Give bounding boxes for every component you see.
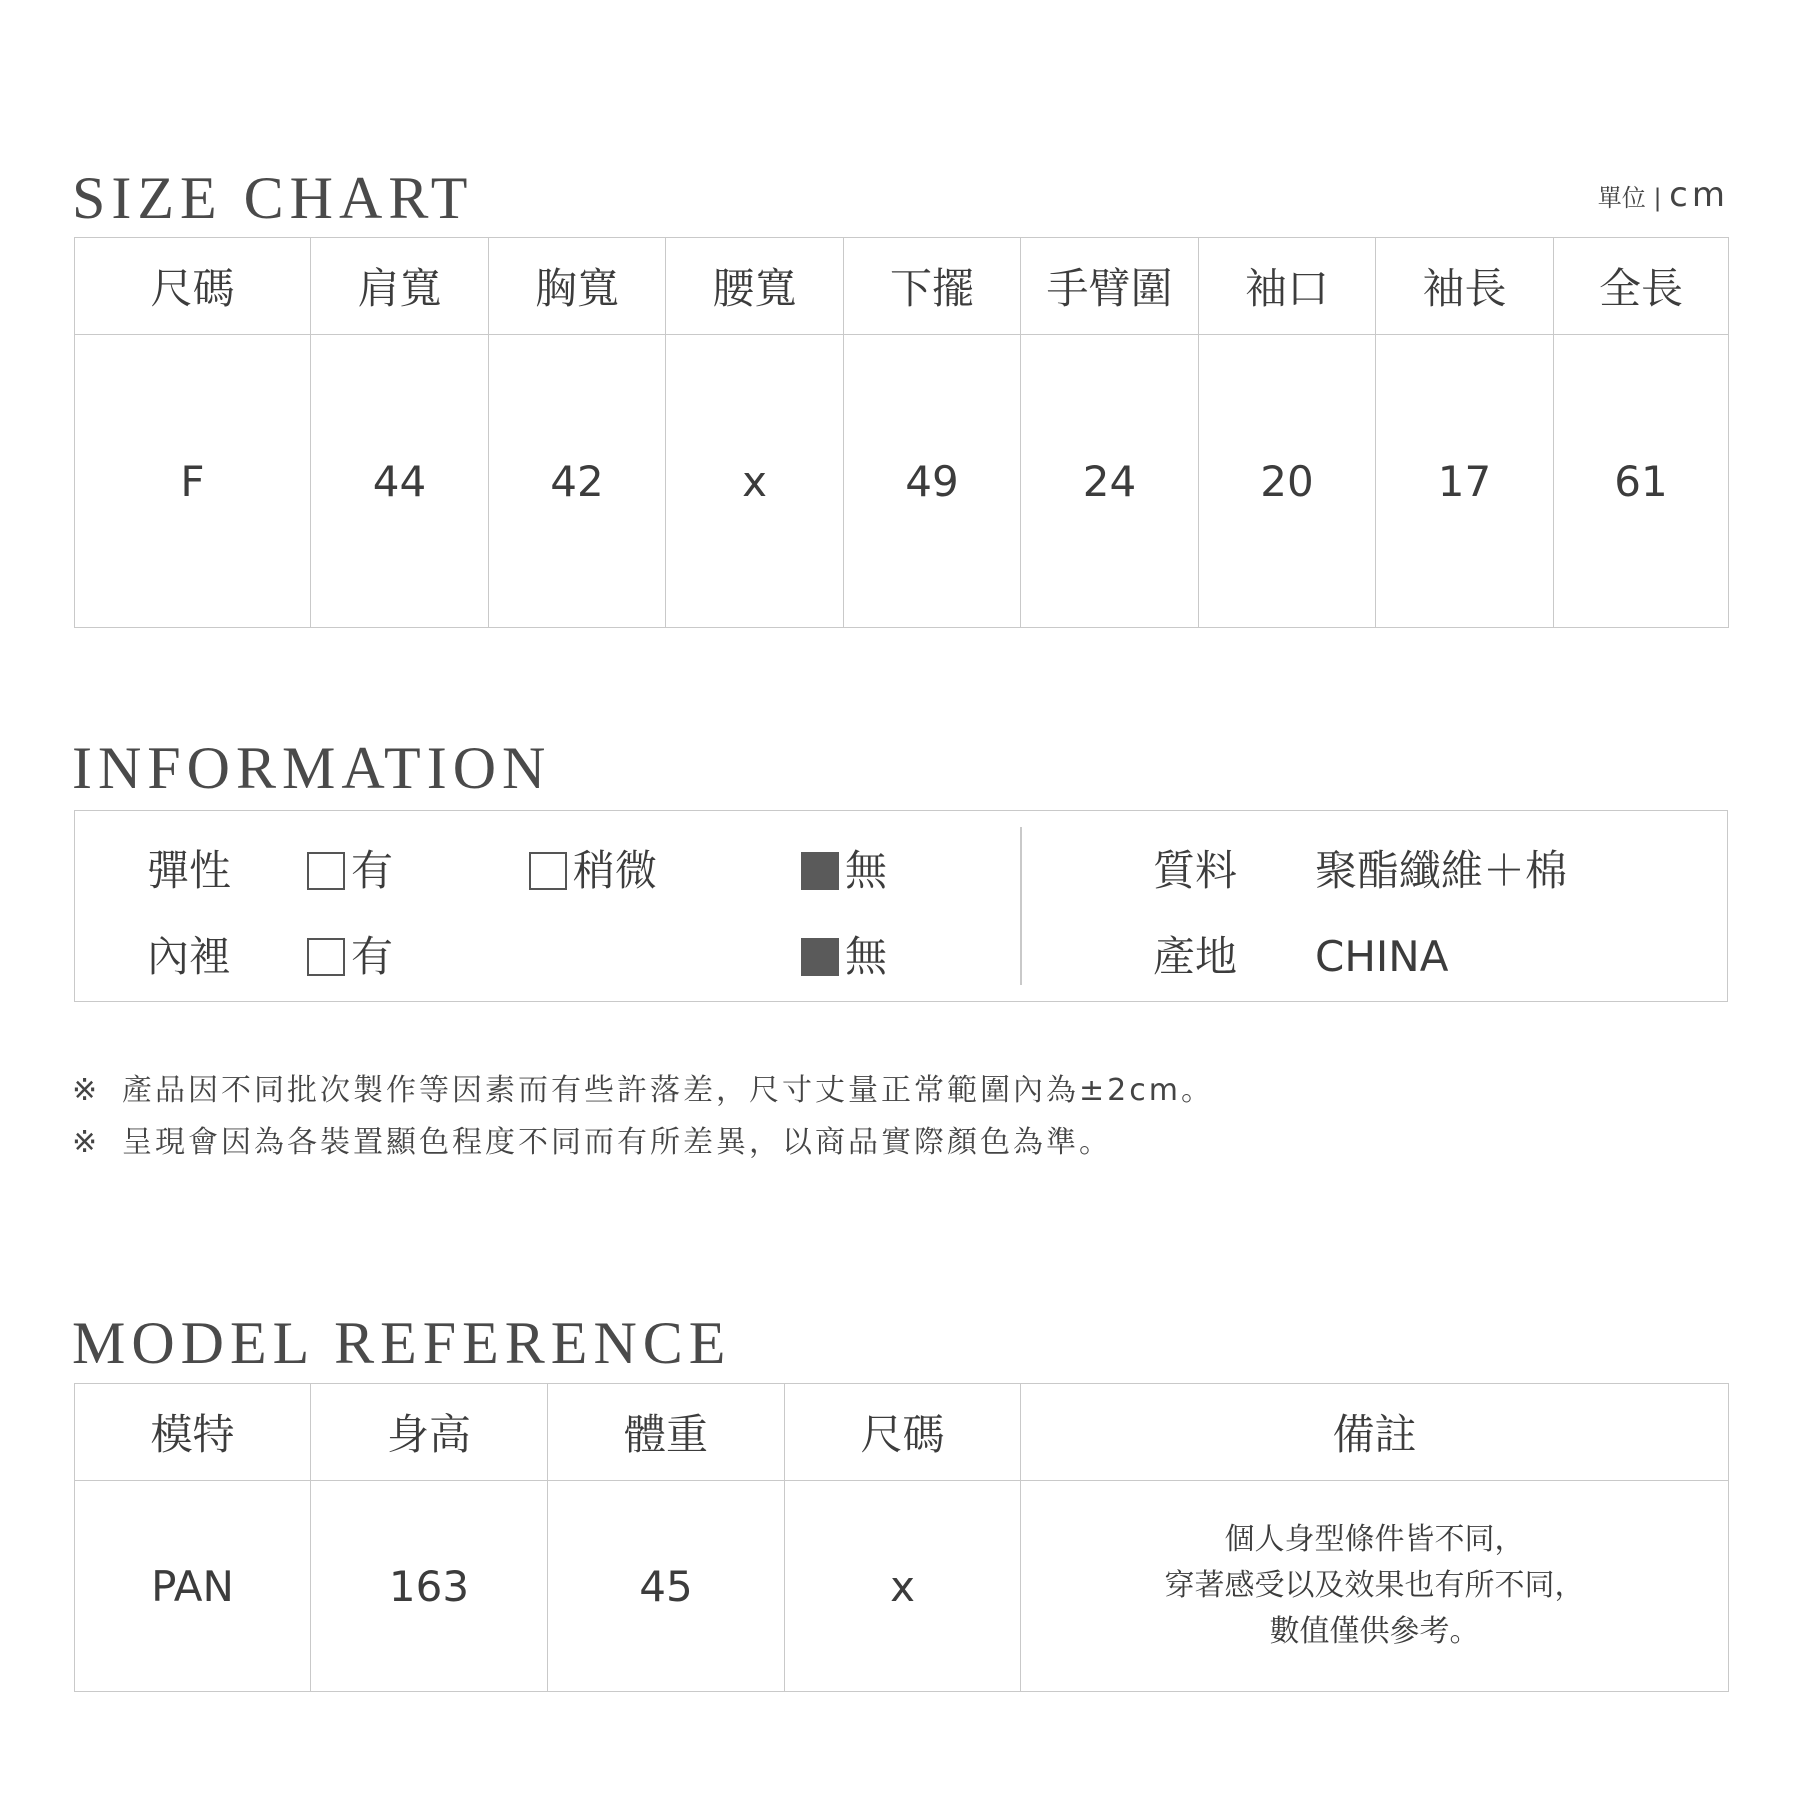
model-header-model: 模特 bbox=[75, 1384, 311, 1481]
size-cell-cuff: 20 bbox=[1199, 335, 1376, 628]
model-reference-title: MODEL REFERENCE bbox=[72, 1310, 732, 1376]
size-cell-length: 61 bbox=[1554, 335, 1729, 628]
size-cell-arm: 24 bbox=[1021, 335, 1199, 628]
size-cell-chest: 42 bbox=[489, 335, 666, 628]
size-header-hem: 下擺 bbox=[844, 238, 1021, 335]
lining-row bbox=[75, 929, 1727, 989]
elasticity-option-yes-label: 有 bbox=[351, 846, 394, 895]
model-cell-weight: 45 bbox=[548, 1481, 785, 1692]
lining-option-yes bbox=[307, 929, 393, 985]
unit-separator: | bbox=[1653, 184, 1662, 212]
model-header-weight: 體重 bbox=[548, 1384, 785, 1481]
model-cell-height: 163 bbox=[311, 1481, 548, 1692]
size-header-shoulder: 肩寬 bbox=[311, 238, 489, 335]
model-note-line-1: 個人身型條件皆不同， bbox=[1224, 1522, 1525, 1557]
unchecked-box-icon bbox=[307, 938, 345, 976]
elasticity-label: 彈性 bbox=[147, 846, 232, 895]
information-box bbox=[74, 810, 1728, 1002]
note-line-1 bbox=[72, 1065, 1214, 1117]
checked-box-icon bbox=[801, 852, 839, 890]
info-divider bbox=[1020, 827, 1022, 985]
elasticity-row bbox=[75, 843, 1727, 903]
elasticity-option-no-label: 無 bbox=[845, 846, 888, 895]
reference-mark-icon: ※ bbox=[72, 1125, 101, 1160]
size-cell-waist: x bbox=[666, 335, 844, 628]
elasticity-option-no bbox=[801, 843, 887, 899]
model-header-height: 身高 bbox=[311, 1384, 548, 1481]
size-cell-shoulder: 44 bbox=[311, 335, 489, 628]
model-cell-note bbox=[1021, 1481, 1729, 1692]
note-text-2: 呈現會因為各裝置顯色程度不同而有所差異，以商品實際顏色為準。 bbox=[122, 1125, 1112, 1160]
unit-text: 單位 bbox=[1597, 184, 1646, 212]
checked-box-icon bbox=[801, 938, 839, 976]
notes bbox=[72, 1065, 1214, 1169]
table-row bbox=[75, 1481, 1729, 1692]
origin-label: 產地 bbox=[1153, 932, 1238, 981]
material-value: 聚酯纖維＋棉 bbox=[1315, 846, 1568, 895]
size-cell-size: F bbox=[75, 335, 311, 628]
size-chart-table bbox=[74, 237, 1729, 628]
size-cell-sleeve: 17 bbox=[1376, 335, 1554, 628]
elasticity-option-slight bbox=[529, 843, 657, 899]
size-header-chest: 胸寬 bbox=[489, 238, 666, 335]
unit-label bbox=[1597, 175, 1729, 215]
size-header-size: 尺碼 bbox=[75, 238, 311, 335]
elasticity-option-slight-label: 稍微 bbox=[573, 846, 658, 895]
size-header-sleeve: 袖長 bbox=[1376, 238, 1554, 335]
model-cell-name: PAN bbox=[75, 1481, 311, 1692]
model-cell-size: x bbox=[785, 1481, 1021, 1692]
size-header-waist: 腰寬 bbox=[666, 238, 844, 335]
size-chart-title: SIZE CHART bbox=[72, 165, 474, 231]
material-label: 質料 bbox=[1153, 846, 1238, 895]
model-header-row bbox=[75, 1384, 1729, 1481]
lining-label: 內裡 bbox=[147, 932, 232, 981]
note-text-1: 產品因不同批次製作等因素而有些許落差，尺寸丈量正常範圍內為±2cm。 bbox=[122, 1073, 1214, 1108]
size-header-cuff: 袖口 bbox=[1199, 238, 1376, 335]
information-title: INFORMATION bbox=[72, 735, 552, 801]
model-reference-table bbox=[74, 1383, 1729, 1692]
unit-value: cm bbox=[1669, 175, 1729, 215]
size-header-row bbox=[75, 238, 1729, 335]
lining-option-no-label: 無 bbox=[845, 932, 888, 981]
size-header-length: 全長 bbox=[1554, 238, 1729, 335]
origin-value: CHINA bbox=[1315, 932, 1449, 981]
lining-option-yes-label: 有 bbox=[351, 932, 394, 981]
size-header-arm: 手臂圍 bbox=[1021, 238, 1199, 335]
model-note-line-2: 穿著感受以及效果也有所不同， bbox=[1164, 1568, 1585, 1603]
unchecked-box-icon bbox=[529, 852, 567, 890]
size-cell-hem: 49 bbox=[844, 335, 1021, 628]
lining-option-no bbox=[801, 929, 887, 985]
model-note-line-3: 數值僅供參考。 bbox=[1269, 1614, 1480, 1649]
elasticity-option-yes bbox=[307, 843, 393, 899]
unchecked-box-icon bbox=[307, 852, 345, 890]
note-line-2 bbox=[72, 1117, 1214, 1169]
table-row bbox=[75, 335, 1729, 628]
model-header-size: 尺碼 bbox=[785, 1384, 1021, 1481]
reference-mark-icon: ※ bbox=[72, 1073, 101, 1108]
model-header-note: 備註 bbox=[1021, 1384, 1729, 1481]
